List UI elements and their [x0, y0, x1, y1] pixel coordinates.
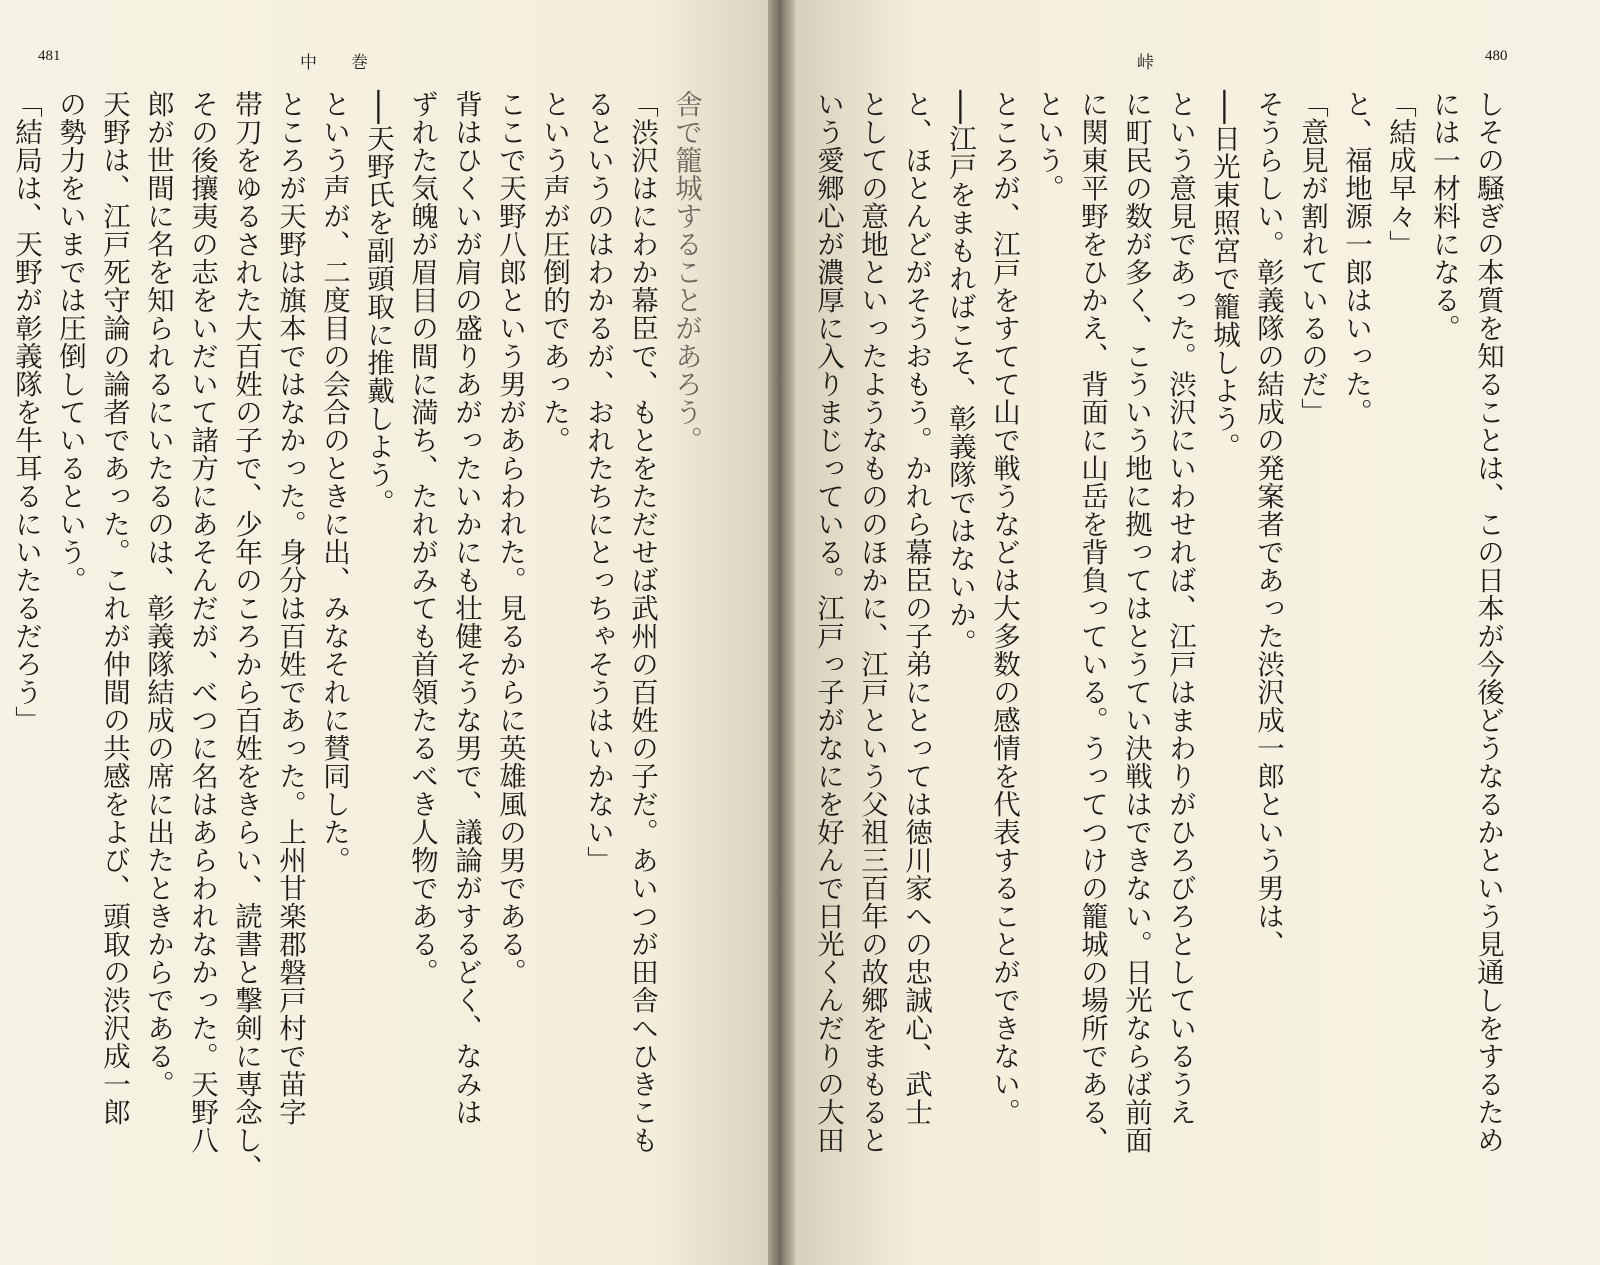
text-line: そうらしい。彰義隊の結成の発案者であった渋沢成一郎という男は、 — [1252, 90, 1284, 958]
text-line: の勢力をいまでは圧倒しているという。 — [54, 90, 86, 594]
text-line: 「結局は、天野が彰義隊を牛耳るにいたるだろう」 — [10, 90, 42, 734]
text-line: という。 — [1032, 90, 1064, 202]
text-line: 「意見が割れているのだ」 — [1296, 90, 1328, 426]
text-line: るというのはわかるが、おれたちにとっちゃそうはいかない」 — [582, 90, 614, 874]
right-page-body — [810, 90, 1510, 1240]
text-line: 帯刀をゆるされた大百姓の子で、少年のころから百姓をきらい、読書と撃剣に専念し、 — [230, 90, 262, 1182]
text-line: と、ほとんどがそうおもう。かれら幕臣の子弟にとっては徳川家への忠誠心、武士 — [900, 90, 932, 1126]
text-line: に関東平野をひかえ、背面に山岳を背負っている。うってつけの籠城の場所である、 — [1076, 90, 1108, 1154]
text-line: という声が、二度目の会合のときに出、みなそれに賛同した。 — [318, 90, 350, 874]
text-line: ──日光東照宮で籠城しよう。 — [1208, 90, 1240, 461]
text-line: ずれた気魄が眉目の間に満ち、たれがみても首領たるべき人物である。 — [406, 90, 438, 986]
text-line: ところが天野は旗本ではなかった。身分は百姓であった。上州甘楽郡磐戸村で苗字 — [274, 90, 306, 1126]
text-line: としての意地といったようなもののほかに、江戸という父祖三百年の故郷をまもると — [856, 90, 888, 1154]
left-page — [0, 0, 768, 1265]
text-line: に町民の数が多く、こういう地に拠ってはとうてい決戦はできない。日光ならば前面 — [1120, 90, 1152, 1154]
text-line: ──江戸をまもればこそ、彰義隊ではないか。 — [944, 90, 976, 657]
text-line: 背はひくいが肩の盛りあがったいかにも壮健そうな男で、議論がするどく、なみは — [450, 90, 482, 1126]
book-gutter — [768, 0, 795, 1265]
text-line: いう愛郷心が濃厚に入りまじっている。江戸っ子がなにを好んで日光くんだりの大田 — [812, 90, 844, 1154]
text-line: には一材料になる。 — [1428, 90, 1460, 342]
left-page-body — [10, 90, 708, 1240]
text-line: ──天野氏を副頭取に推戴しよう。 — [362, 90, 394, 517]
text-line: ここで天野八郎という男があらわれた。見るからに英雄風の男である。 — [494, 90, 526, 986]
text-line: しその騒ぎの本質を知ることは、この日本が今後どうなるかという見通しをするため — [1472, 90, 1504, 1154]
text-line: という意見であった。渋沢にいわせれば、江戸はまわりがひろびろとしているうえ — [1164, 90, 1196, 1126]
text-line: 郎が世間に名を知られるにいたるのは、彰義隊結成の席に出たときからである。 — [142, 90, 174, 1098]
text-line: 天野は、江戸死守論の論者であった。これが仲間の共感をよび、頭取の渋沢成一郎 — [98, 90, 130, 1126]
text-line: 「渋沢はにわか幕臣で、もとをただせば武州の百姓の子だ。あいつが田舎へひきこも — [626, 90, 658, 1154]
page-number-left: 481 — [38, 48, 61, 64]
text-line: その後攘夷の志をいだいて諸方にあそんだが、べつに名はあらわれなかった。天野八 — [186, 90, 218, 1154]
text-line: と、福地源一郎はいった。 — [1340, 90, 1372, 426]
text-line: という声が圧倒的であった。 — [538, 90, 570, 454]
right-page — [795, 0, 1600, 1265]
page-number-right: 480 — [1485, 48, 1508, 64]
text-line: 舎で籠城することがあろう。 — [670, 90, 702, 454]
text-line: 「結成早々」 — [1384, 90, 1416, 258]
text-line: ところが、江戸をすてて山で戦うなどは大多数の感情を代表することができない。 — [988, 90, 1020, 1126]
running-title-left: 中 巻 — [300, 53, 368, 72]
running-title-right: 峠 — [1137, 53, 1154, 72]
